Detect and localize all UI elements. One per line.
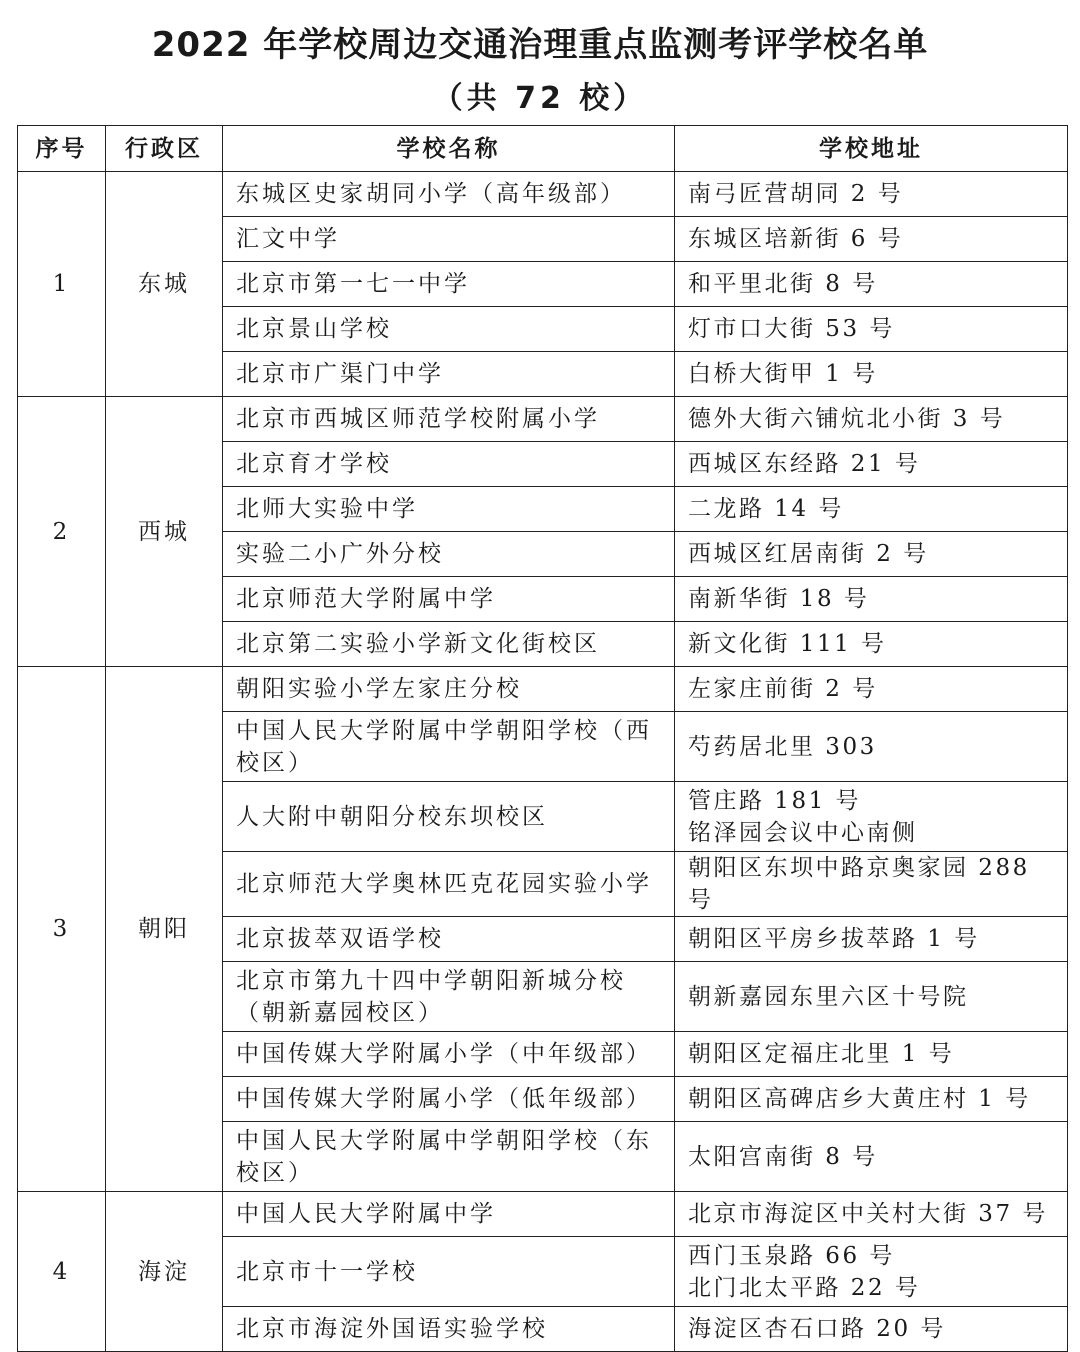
school-address-cell: [675, 532, 1068, 577]
table-row: [18, 667, 1068, 712]
school-address-cell: [675, 1192, 1068, 1237]
school-address-line: 二龙路 14 号: [688, 496, 844, 522]
school-address-cell: [675, 782, 1068, 852]
school-name-cell: [223, 1192, 675, 1237]
school-name-cell: [223, 962, 675, 1032]
table-body: [18, 172, 1068, 1352]
school-name-cell: [223, 262, 675, 307]
table-header-row: [18, 126, 1068, 172]
school-name-line: 校区）: [236, 1159, 314, 1186]
school-address-cell: [675, 577, 1068, 622]
school-address-cell: [675, 962, 1068, 1032]
school-name-cell: [223, 782, 675, 852]
page-subtitle: （共 72 校）: [432, 81, 648, 116]
school-name-cell: [223, 622, 675, 667]
school-name-cell: [223, 532, 675, 577]
school-address-cell: [675, 217, 1068, 262]
school-name-line: 中国人民大学附属中学: [236, 1201, 496, 1227]
school-address-cell: [675, 712, 1068, 782]
table-row: [18, 397, 1068, 442]
school-address-cell: [675, 667, 1068, 712]
school-address-line: 左家庄前街 2 号: [688, 676, 878, 702]
school-list-table: [17, 125, 1068, 1352]
school-name-cell: [223, 1307, 675, 1352]
school-address-line: 新文化街 111 号: [688, 631, 887, 657]
school-address-cell: [675, 1307, 1068, 1352]
school-address-line: 太阳宫南街 8 号: [688, 1143, 878, 1170]
school-address-cell: [675, 487, 1068, 532]
school-name-cell: [223, 667, 675, 712]
school-address-cell: [675, 262, 1068, 307]
school-name-cell: [223, 917, 675, 962]
school-name-line: 中国人民大学附属中学朝阳学校（东: [236, 1127, 652, 1154]
school-address-cell: [675, 917, 1068, 962]
school-name-line: 北京拔萃双语学校: [236, 926, 444, 952]
header-district: 行政区: [106, 126, 223, 172]
school-name-cell: [223, 307, 675, 352]
school-address-line: 朝阳区定福庄北里 1 号: [688, 1041, 955, 1067]
school-name-cell: [223, 352, 675, 397]
school-address-line: 东城区培新街 6 号: [688, 226, 904, 252]
school-name-line: 北京第二实验小学新文化街校区: [236, 631, 600, 657]
school-name-line: 北京市第九十四中学朝阳新城分校: [236, 967, 626, 994]
school-name-line: 北京景山学校: [236, 316, 392, 342]
school-name-line: 中国传媒大学附属小学（中年级部）: [236, 1041, 652, 1067]
district-name: 海淀: [106, 1192, 223, 1352]
school-name-cell: [223, 217, 675, 262]
table-row: [18, 1192, 1068, 1237]
school-address-cell: [675, 1077, 1068, 1122]
school-address-cell: [675, 352, 1068, 397]
page-title: 2022 年学校周边交通治理重点监测考评学校名单: [151, 25, 929, 65]
school-address-line: 西城区东经路 21 号: [688, 451, 921, 477]
school-name-line: 北师大实验中学: [236, 496, 418, 522]
group-number: 4: [18, 1192, 106, 1352]
school-address-line: 南新华街 18 号: [688, 586, 870, 612]
school-address-cell: [675, 622, 1068, 667]
district-name: 西城: [106, 397, 223, 667]
school-name-cell: [223, 712, 675, 782]
header-school-address: 学校地址: [675, 126, 1068, 172]
school-name-line: 人大附中朝阳分校东坝校区: [236, 803, 548, 830]
school-name-cell: [223, 852, 675, 917]
school-address-cell: [675, 397, 1068, 442]
school-name-line: 北京市十一学校: [236, 1258, 418, 1285]
school-address-line: 海淀区杏石口路 20 号: [688, 1316, 946, 1342]
school-name-line: 北京市海淀外国语实验学校: [236, 1316, 548, 1342]
group-number: 3: [18, 667, 106, 1192]
group-number: 1: [18, 172, 106, 397]
school-name-cell: [223, 1032, 675, 1077]
school-address-cell: [675, 172, 1068, 217]
school-address-cell: [675, 307, 1068, 352]
school-address-line: 朝阳区平房乡拔萃路 1 号: [688, 926, 980, 952]
school-name-line: 朝阳实验小学左家庄分校: [236, 676, 522, 702]
school-address-line: 北京市海淀区中关村大街 37 号: [688, 1201, 1048, 1227]
header-school-name: 学校名称: [223, 126, 675, 172]
school-address-line: 管庄路 181 号: [688, 787, 862, 814]
school-name-line: 中国人民大学附属中学朝阳学校（西: [236, 717, 652, 744]
school-name-cell: [223, 1077, 675, 1122]
table-row: [18, 172, 1068, 217]
school-name-line: 汇文中学: [236, 226, 340, 252]
school-address-line: 白桥大街甲 1 号: [688, 361, 878, 387]
school-name-line: 北京市西城区师范学校附属小学: [236, 406, 600, 432]
school-name-cell: [223, 1237, 675, 1307]
school-name-line: 北京市广渠门中学: [236, 361, 444, 387]
school-name-cell: [223, 487, 675, 532]
district-name: 东城: [106, 172, 223, 397]
school-name-line: 东城区史家胡同小学（高年级部）: [236, 181, 626, 207]
school-address-line: 西门玉泉路 66 号: [688, 1242, 895, 1269]
school-name-line: 中国传媒大学附属小学（低年级部）: [236, 1086, 652, 1112]
school-name-cell: [223, 172, 675, 217]
school-name-line: 实验二小广外分校: [236, 541, 444, 567]
school-address-cell: [675, 1237, 1068, 1307]
school-address-line: 和平里北街 8 号: [688, 271, 878, 297]
school-name-line: 北京育才学校: [236, 451, 392, 477]
school-address-line: 北门北太平路 22 号: [688, 1274, 921, 1301]
school-address-line: 铭泽园会议中心南侧: [688, 819, 918, 846]
school-name-cell: [223, 1122, 675, 1192]
school-name-cell: [223, 397, 675, 442]
school-name-cell: [223, 577, 675, 622]
school-address-line: 芍药居北里 303: [688, 733, 877, 760]
school-address-line: 德外大街六铺炕北小街 3 号: [688, 406, 1006, 432]
header-no: 序号: [18, 126, 106, 172]
school-address-cell: [675, 1032, 1068, 1077]
school-address-cell: [675, 442, 1068, 487]
group-number: 2: [18, 397, 106, 667]
school-name-line: （朝新嘉园校区）: [236, 999, 444, 1026]
school-address-line: 朝新嘉园东里六区十号院: [688, 983, 969, 1010]
school-name-line: 北京师范大学附属中学: [236, 586, 496, 612]
district-name: 朝阳: [106, 667, 223, 1192]
school-address-line: 灯市口大街 53 号: [688, 316, 895, 342]
school-address-cell: [675, 852, 1068, 917]
school-address-cell: [675, 1122, 1068, 1192]
school-address-line: 朝阳区东坝中路京奥家园 288 号: [688, 855, 1030, 913]
school-name-line: 北京市第一七一中学: [236, 271, 470, 297]
school-name-cell: [223, 442, 675, 487]
school-address-line: 南弓匠营胡同 2 号: [688, 181, 904, 207]
school-address-line: 朝阳区高碑店乡大黄庄村 1 号: [688, 1086, 1031, 1112]
school-name-line: 校区）: [236, 749, 314, 776]
school-address-line: 西城区红居南街 2 号: [688, 541, 929, 567]
school-name-line: 北京师范大学奥林匹克花园实验小学: [236, 871, 652, 897]
